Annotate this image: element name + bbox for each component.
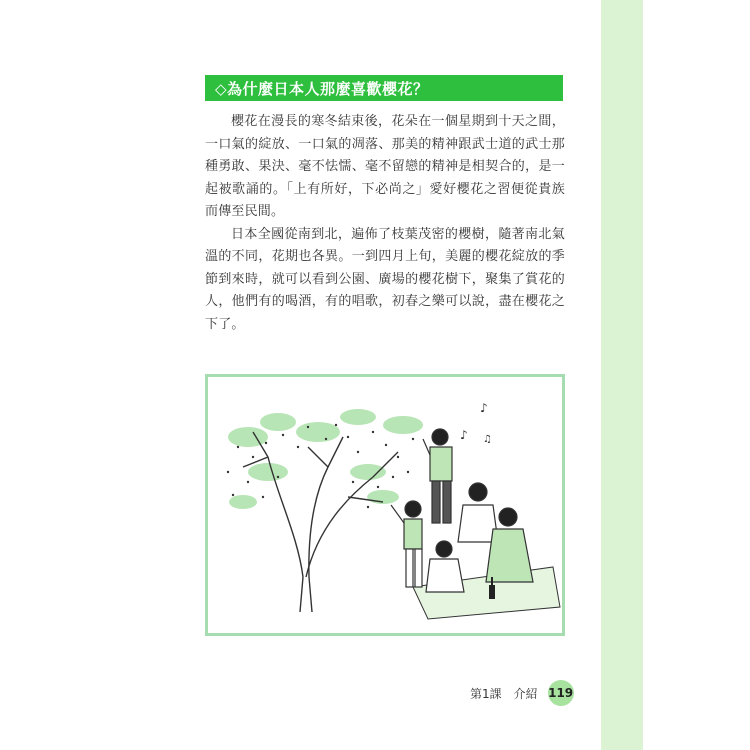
svg-text:♪: ♪ — [460, 428, 468, 442]
page-number-badge: 119 — [548, 680, 574, 706]
page-footer — [470, 680, 574, 706]
body-text — [205, 111, 565, 336]
pointing-boy — [391, 501, 422, 587]
seated-child — [426, 541, 464, 592]
lesson-label: 第1課 介紹 — [470, 686, 538, 701]
cherry-blossom-picnic-illustration — [205, 374, 565, 636]
section-heading: ◇為什麼日本人那麼喜歡櫻花？ — [215, 79, 429, 98]
music-notes-icon — [460, 401, 492, 445]
svg-text:♪: ♪ — [480, 401, 488, 415]
section-heading-bar — [205, 75, 563, 101]
side-color-strip — [601, 0, 643, 750]
singing-man — [423, 429, 452, 523]
svg-text:♫: ♫ — [483, 434, 492, 445]
blossom-foliage — [228, 409, 423, 509]
paragraph-1: 櫻花在漫長的寒冬結束後，花朵在一個星期到十天之間，一口氣的綻放、一口氣的凋落、那美的精神跟武士道的武士那種勇敢、果決、毫不怯懦、毫不留戀的精神是相契合的，是一起被歌誦的。「上有所好，下必尚之」愛好櫻花之習便從貴族而傳至民間。 — [205, 114, 565, 219]
paragraph-2: 日本全國從南到北，遍佈了枝葉茂密的櫻樹，隨著南北氣溫的不同，花期也各異。一到四月上旬，美麗的櫻花綻放的季節到來時，就可以看到公園、廣場的櫻花樹下，聚集了賞花的人，他們有的喝酒，有的唱歌，初春之樂可以說，盡在櫻花之下了。 — [205, 226, 565, 332]
cherry-tree — [243, 432, 398, 612]
